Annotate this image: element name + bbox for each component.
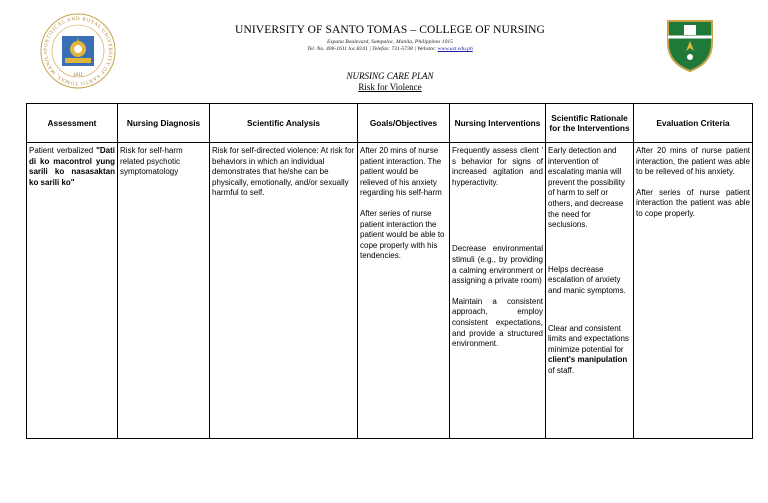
assessment-lead: Patient verbalized <box>29 146 97 155</box>
column-header-evaluation: Evaluation Criteria <box>634 104 753 143</box>
address-line-2 <box>200 46 580 52</box>
svg-text:1611: 1611 <box>73 73 83 78</box>
intervention-2: Decrease environmental stimuli (e.g., by providing a calming environment or assigning a private room) <box>452 244 543 286</box>
interventions-cell <box>450 143 546 439</box>
column-header-goals: Goals/Objectives <box>358 104 450 143</box>
assessment-cell <box>27 143 118 439</box>
column-header-analysis: Scientific Analysis <box>210 104 358 143</box>
ust-seal-icon <box>38 12 118 90</box>
document-header <box>0 0 768 100</box>
rationale-2: Helps decrease escalation of anxiety and manic symptoms. <box>548 264 626 295</box>
college-crest-icon <box>664 15 716 73</box>
patient-quote: "Dati di ko macontrol yung sarili ko nasasaktan ko sarili ko" <box>29 146 115 187</box>
diagnosis-cell: Risk for self-harm related psychotic symptomatology <box>118 143 210 439</box>
svg-text:PONTIFICAL AND ROYAL UNIVERSIT: PONTIFICAL AND ROYAL UNIVERSITY OF SANTO TOMAS, MANILA <box>42 15 114 87</box>
website-link[interactable]: www.ust.edu.ph <box>437 46 473 52</box>
evaluation-1: After 20 mins of nurse patient interaction, the patient was able to be relieved of his anxiety. <box>636 146 750 177</box>
column-header-assessment: Assessment <box>27 104 118 143</box>
table-row <box>27 143 753 439</box>
rationale-cell <box>546 143 634 439</box>
care-plan-subtitle: Risk for Violence <box>358 82 422 92</box>
care-plan-title: NURSING CARE PLAN <box>346 71 434 81</box>
rationale-3-text: Clear and consistent limits and expectations minimize potential for <box>548 323 629 354</box>
column-header-diagnosis: Nursing Diagnosis <box>118 104 210 143</box>
address-line-1: Espana Boulevard, Sampaloc, Manila, Philippines 1015 <box>327 39 453 45</box>
evaluation-2: After series of nurse patient interaction the patient was able to cope properly. <box>636 187 750 218</box>
goal-2: After series of nurse patient interaction the patient would be able to cope properly with his tendencies. <box>360 208 445 261</box>
intervention-1: Frequently assess client ' s behavior for signs of increased agitation and hyperactivity. <box>452 146 543 187</box>
column-header-rationale: Scientific Rationale for the Interventions <box>546 104 634 143</box>
rationale-3-emphasis: client's manipulation <box>548 355 628 365</box>
rationale-3-tail: of staff. <box>548 365 575 375</box>
goals-cell <box>358 143 450 439</box>
evaluation-cell <box>634 143 753 439</box>
rationale-1: Early detection and intervention of escalating mania will prevent the possibility of harm to self or others, and decrease the need for seclusions. <box>548 146 625 230</box>
nursing-care-plan-table <box>26 103 753 439</box>
table-header-row <box>27 104 753 143</box>
column-header-interventions: Nursing Interventions <box>450 104 546 143</box>
university-name: UNIVERSITY OF SANTO TOMAS – COLLEGE OF NURSING <box>235 24 545 36</box>
analysis-cell: Risk for self-directed violence: At risk for behaviors in which an individual demonstrates that he/she can be physically, emotionally, and/or sexually harmful to self. <box>210 143 358 439</box>
goal-1: After 20 mins of nurse patient interaction. The patient would be relieved of his anxiety regarding his self-harm <box>360 146 442 198</box>
rationale-3 <box>548 324 631 377</box>
intervention-3: Maintain a consistent approach, employ consistent expectations, and provide a structured environment. <box>452 296 543 349</box>
contact-text: Tel. No. 406-1611 loc.8241 | Telefax: 731-5738 | Website: <box>307 46 437 52</box>
